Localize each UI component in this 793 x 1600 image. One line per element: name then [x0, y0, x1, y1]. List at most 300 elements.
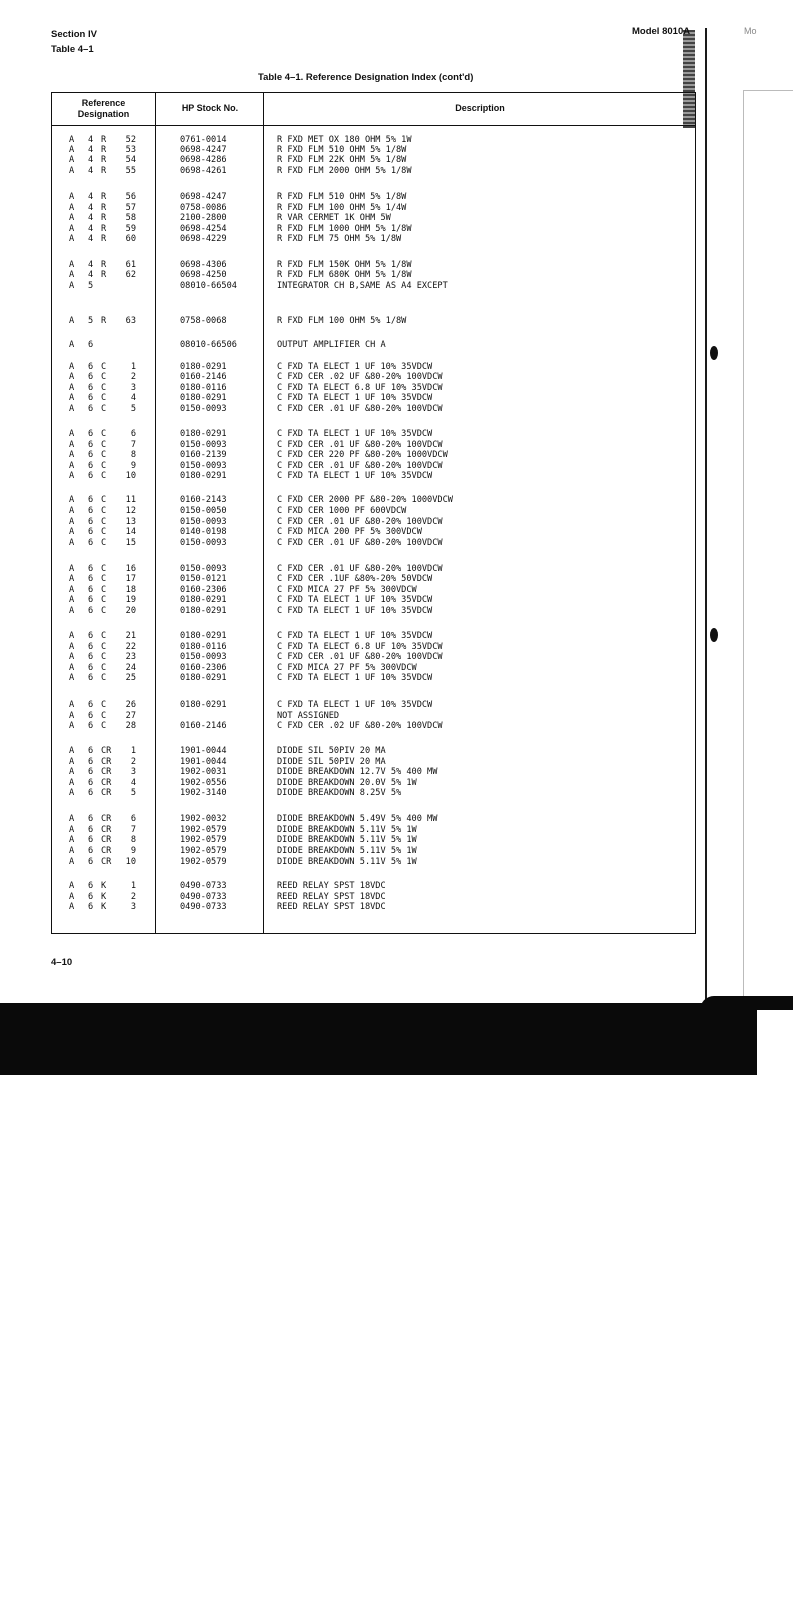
ref-assembly-cell: A [69, 145, 75, 155]
header-rule [51, 125, 696, 126]
description-cell: C FXD TA ELECT 1 UF 10% 35VDCW [277, 606, 433, 616]
ref-number-cell: 6 [88, 673, 94, 683]
page-number: 4–10 [51, 957, 73, 968]
ref-index-cell: 2 [130, 892, 136, 902]
stock-number-cell: 1901-0044 [180, 746, 227, 756]
ref-number-cell: 6 [88, 857, 94, 867]
table-label: Table 4–1 [51, 44, 94, 55]
ref-type-cell: R [101, 260, 107, 270]
description-cell: DIODE BREAKDOWN 5.11V 5% 1W [277, 846, 417, 856]
ref-assembly-cell: A [69, 155, 75, 165]
ref-index-cell: 20 [125, 606, 136, 616]
ref-assembly-cell: A [69, 517, 75, 527]
next-page-fragment: Mo [744, 26, 757, 36]
ref-number-cell: 6 [88, 506, 94, 516]
table-row [0, 788, 700, 798]
ref-assembly-cell: A [69, 495, 75, 505]
ref-type-cell: CR [101, 778, 112, 788]
ref-assembly-cell: A [69, 135, 75, 145]
table-row [0, 700, 700, 710]
stock-number-cell: 0160-2306 [180, 585, 227, 595]
ref-number-cell: 6 [88, 881, 94, 891]
table-row [0, 135, 700, 145]
stock-number-cell: 0180-0291 [180, 595, 227, 605]
ref-number-cell: 4 [88, 203, 94, 213]
table-row [0, 902, 700, 912]
stock-number-cell: 1902-0556 [180, 778, 227, 788]
description-cell: C FXD TA ELECT 6.8 UF 10% 35VDCW [277, 383, 443, 393]
ref-index-cell: 1 [130, 362, 136, 372]
ref-index-cell: 7 [130, 440, 136, 450]
table-row [0, 340, 700, 350]
description-cell: INTEGRATOR CH B,SAME AS A4 EXCEPT [277, 281, 448, 291]
ref-index-cell: 3 [130, 767, 136, 777]
ref-type-cell: C [101, 506, 107, 516]
stock-number-cell: 0180-0291 [180, 606, 227, 616]
ref-assembly-cell: A [69, 711, 75, 721]
model-label [632, 26, 690, 37]
ref-index-cell: 3 [130, 383, 136, 393]
table-row [0, 429, 700, 439]
description-cell: C FXD TA ELECT 1 UF 10% 35VDCW [277, 673, 433, 683]
ref-index-cell: 6 [130, 429, 136, 439]
ref-index-cell: 6 [130, 814, 136, 824]
ref-number-cell: 6 [88, 440, 94, 450]
ref-number-cell: 6 [88, 892, 94, 902]
stock-number-cell: 0180-0116 [180, 383, 227, 393]
ref-index-cell: 62 [125, 270, 136, 280]
ref-number-cell: 4 [88, 234, 94, 244]
ref-type-cell: K [101, 902, 107, 912]
ref-index-cell: 60 [125, 234, 136, 244]
table-row [0, 281, 700, 291]
ref-index-cell: 5 [130, 788, 136, 798]
stock-number-cell: 0490-0733 [180, 902, 227, 912]
table-row [0, 192, 700, 202]
ref-index-cell: 18 [125, 585, 136, 595]
ref-index-cell: 28 [125, 721, 136, 731]
ref-assembly-cell: A [69, 721, 75, 731]
ref-type-cell: C [101, 574, 107, 584]
description-cell: C FXD MICA 27 PF 5% 300VDCW [277, 663, 417, 673]
description-cell: C FXD CER .01 UF &80-20% 100VDCW [277, 538, 443, 548]
ref-assembly-cell: A [69, 778, 75, 788]
ref-number-cell: 6 [88, 585, 94, 595]
ref-assembly-cell: A [69, 440, 75, 450]
stock-number-cell: 1902-0031 [180, 767, 227, 777]
stock-number-cell: 1902-0579 [180, 846, 227, 856]
table-title: Table 4–1. Reference Designation Index (cont'd) [258, 72, 474, 83]
table-row [0, 213, 700, 223]
table-row [0, 673, 700, 683]
ref-assembly-cell: A [69, 281, 75, 291]
stock-number-cell: 0150-0093 [180, 461, 227, 471]
table-row [0, 145, 700, 155]
ref-type-cell: C [101, 527, 107, 537]
description-cell: R FXD FLM 510 OHM 5% 1/8W [277, 145, 407, 155]
ref-index-cell: 13 [125, 517, 136, 527]
ref-index-cell: 10 [125, 471, 136, 481]
description-cell: C FXD CER .01 UF &80-20% 100VDCW [277, 517, 443, 527]
ref-index-cell: 8 [130, 835, 136, 845]
ref-assembly-cell: A [69, 362, 75, 372]
stock-number-cell: 0698-4250 [180, 270, 227, 280]
description-cell: DIODE BREAKDOWN 5.11V 5% 1W [277, 835, 417, 845]
description-cell: C FXD CER .01 UF &80-20% 100VDCW [277, 440, 443, 450]
ref-index-cell: 19 [125, 595, 136, 605]
ref-assembly-cell: A [69, 642, 75, 652]
ref-type-cell: R [101, 224, 107, 234]
ref-assembly-cell: A [69, 316, 75, 326]
ref-type-cell: R [101, 234, 107, 244]
ref-number-cell: 6 [88, 825, 94, 835]
ref-index-cell: 61 [125, 260, 136, 270]
ref-type-cell: C [101, 429, 107, 439]
ref-number-cell: 6 [88, 471, 94, 481]
description-cell: C FXD TA ELECT 1 UF 10% 35VDCW [277, 595, 433, 605]
table-row [0, 767, 700, 777]
ref-number-cell: 5 [88, 316, 94, 326]
stock-number-cell: 0180-0291 [180, 673, 227, 683]
table-row [0, 404, 700, 414]
ref-index-cell: 54 [125, 155, 136, 165]
ref-index-cell: 27 [125, 711, 136, 721]
table-row [0, 224, 700, 234]
ref-index-cell: 4 [130, 778, 136, 788]
ref-number-cell: 6 [88, 574, 94, 584]
ref-type-cell: C [101, 663, 107, 673]
ref-type-cell: C [101, 404, 107, 414]
ref-number-cell: 6 [88, 700, 94, 710]
ref-type-cell: R [101, 166, 107, 176]
stock-number-cell: 0180-0291 [180, 393, 227, 403]
ref-type-cell: C [101, 450, 107, 460]
ref-index-cell: 7 [130, 825, 136, 835]
stock-number-cell: 0180-0291 [180, 362, 227, 372]
table-row [0, 362, 700, 372]
description-cell: R FXD FLM 1000 OHM 5% 1/8W [277, 224, 412, 234]
table-row [0, 746, 700, 756]
ref-type-cell: C [101, 564, 107, 574]
ref-assembly-cell: A [69, 166, 75, 176]
ref-type-cell: K [101, 892, 107, 902]
column-header-stock: HP Stock No. [181, 103, 239, 113]
ref-type-cell: C [101, 362, 107, 372]
stock-number-cell: 0150-0050 [180, 506, 227, 516]
ref-assembly-cell: A [69, 506, 75, 516]
stock-number-cell: 0698-4254 [180, 224, 227, 234]
section-label: Section IV [51, 29, 97, 40]
ref-assembly-cell: A [69, 203, 75, 213]
ref-type-cell: R [101, 213, 107, 223]
ref-assembly-cell: A [69, 757, 75, 767]
stock-number-cell: 0150-0093 [180, 564, 227, 574]
description-cell: C FXD CER .01 UF &80-20% 100VDCW [277, 461, 443, 471]
ref-number-cell: 5 [88, 281, 94, 291]
description-cell: DIODE BREAKDOWN 5.49V 5% 400 MW [277, 814, 438, 824]
model-number: 8010A [662, 26, 691, 37]
ref-number-cell: 6 [88, 527, 94, 537]
ref-number-cell: 6 [88, 835, 94, 845]
ref-number-cell: 6 [88, 393, 94, 403]
ref-assembly-cell: A [69, 892, 75, 902]
description-cell: DIODE SIL 50PIV 20 MA [277, 746, 386, 756]
ref-assembly-cell: A [69, 574, 75, 584]
table-row [0, 450, 700, 460]
ref-number-cell: 6 [88, 429, 94, 439]
description-cell: C FXD MICA 27 PF 5% 300VDCW [277, 585, 417, 595]
table-row [0, 155, 700, 165]
ref-index-cell: 58 [125, 213, 136, 223]
description-cell: R FXD FLM 75 OHM 5% 1/8W [277, 234, 402, 244]
stock-number-cell: 0160-2146 [180, 721, 227, 731]
stock-number-cell: 0160-2306 [180, 663, 227, 673]
ref-number-cell: 6 [88, 404, 94, 414]
stock-number-cell: 0160-2139 [180, 450, 227, 460]
description-cell: REED RELAY SPST 18VDC [277, 892, 386, 902]
binding-notch [710, 628, 718, 642]
ref-assembly-cell: A [69, 260, 75, 270]
description-cell: DIODE BREAKDOWN 5.11V 5% 1W [277, 825, 417, 835]
ref-index-cell: 3 [130, 902, 136, 912]
ref-assembly-cell: A [69, 372, 75, 382]
ref-number-cell: 4 [88, 224, 94, 234]
ref-assembly-cell: A [69, 224, 75, 234]
ref-type-cell: CR [101, 746, 112, 756]
ref-number-cell: 6 [88, 767, 94, 777]
ref-number-cell: 6 [88, 652, 94, 662]
table-row [0, 757, 700, 767]
ref-assembly-cell: A [69, 527, 75, 537]
description-cell: R FXD FLM 150K OHM 5% 1/8W [277, 260, 412, 270]
ref-assembly-cell: A [69, 213, 75, 223]
ref-index-cell: 17 [125, 574, 136, 584]
ref-type-cell: C [101, 595, 107, 605]
ref-assembly-cell: A [69, 857, 75, 867]
stock-number-cell: 0490-0733 [180, 881, 227, 891]
description-cell: C FXD CER .02 UF &80-20% 100VDCW [277, 721, 443, 731]
ref-number-cell: 6 [88, 902, 94, 912]
description-cell: C FXD TA ELECT 1 UF 10% 35VDCW [277, 362, 433, 372]
table-row [0, 383, 700, 393]
ref-assembly-cell: A [69, 673, 75, 683]
table-row [0, 642, 700, 652]
ref-type-cell: CR [101, 814, 112, 824]
ref-index-cell: 52 [125, 135, 136, 145]
stock-number-cell: 0150-0093 [180, 538, 227, 548]
description-cell: DIODE BREAKDOWN 12.7V 5% 400 MW [277, 767, 438, 777]
description-cell: C FXD CER 1000 PF 600VDCW [277, 506, 407, 516]
ref-number-cell: 6 [88, 517, 94, 527]
ref-index-cell: 1 [130, 881, 136, 891]
table-row [0, 393, 700, 403]
table-row [0, 631, 700, 641]
ref-assembly-cell: A [69, 652, 75, 662]
ref-assembly-cell: A [69, 595, 75, 605]
description-cell: C FXD CER .01 UF &80-20% 100VDCW [277, 652, 443, 662]
ref-assembly-cell: A [69, 471, 75, 481]
table-row [0, 721, 700, 731]
ref-type-cell: C [101, 440, 107, 450]
stock-number-cell: 0160-2146 [180, 372, 227, 382]
stock-number-cell: 0698-4247 [180, 145, 227, 155]
ref-assembly-cell: A [69, 461, 75, 471]
ref-assembly-cell: A [69, 700, 75, 710]
description-cell: R FXD FLM 510 OHM 5% 1/8W [277, 192, 407, 202]
ref-index-cell: 53 [125, 145, 136, 155]
ref-type-cell: C [101, 538, 107, 548]
ref-type-cell: C [101, 585, 107, 595]
ref-assembly-cell: A [69, 383, 75, 393]
ref-index-cell: 4 [130, 393, 136, 403]
ref-index-cell: 24 [125, 663, 136, 673]
description-cell: R FXD FLM 22K OHM 5% 1/8W [277, 155, 407, 165]
table-row [0, 527, 700, 537]
description-cell: C FXD TA ELECT 1 UF 10% 35VDCW [277, 471, 433, 481]
table-row [0, 517, 700, 527]
stock-number-cell: 1902-0579 [180, 835, 227, 845]
ref-type-cell: CR [101, 757, 112, 767]
ref-index-cell: 56 [125, 192, 136, 202]
ref-assembly-cell: A [69, 270, 75, 280]
table-row [0, 471, 700, 481]
ref-number-cell: 6 [88, 757, 94, 767]
ref-number-cell: 4 [88, 270, 94, 280]
ref-type-cell: CR [101, 857, 112, 867]
ref-index-cell: 55 [125, 166, 136, 176]
stock-number-cell: 0758-0086 [180, 203, 227, 213]
table-row [0, 574, 700, 584]
description-cell: R FXD FLM 2000 OHM 5% 1/8W [277, 166, 412, 176]
description-cell: NOT ASSIGNED [277, 711, 340, 721]
ref-index-cell: 57 [125, 203, 136, 213]
column-header-reference-line1: Reference [81, 98, 126, 108]
ref-number-cell: 6 [88, 746, 94, 756]
binding-notch [710, 346, 718, 360]
stock-number-cell: 0150-0093 [180, 517, 227, 527]
stock-number-cell: 0140-0198 [180, 527, 227, 537]
ref-index-cell: 26 [125, 700, 136, 710]
description-cell: C FXD TA ELECT 1 UF 10% 35VDCW [277, 700, 433, 710]
table-row [0, 778, 700, 788]
ref-assembly-cell: A [69, 429, 75, 439]
table-row [0, 461, 700, 471]
ref-index-cell: 15 [125, 538, 136, 548]
ref-index-cell: 9 [130, 461, 136, 471]
table-row [0, 564, 700, 574]
description-cell: C FXD CER .01 UF &80-20% 100VDCW [277, 564, 443, 574]
ref-type-cell: R [101, 316, 107, 326]
table-row [0, 606, 700, 616]
ref-number-cell: 6 [88, 372, 94, 382]
ref-number-cell: 4 [88, 166, 94, 176]
ref-assembly-cell: A [69, 835, 75, 845]
stock-number-cell: 0698-4306 [180, 260, 227, 270]
description-cell: DIODE BREAKDOWN 5.11V 5% 1W [277, 857, 417, 867]
stock-number-cell: 0698-4229 [180, 234, 227, 244]
ref-assembly-cell: A [69, 846, 75, 856]
table-row [0, 825, 700, 835]
ref-number-cell: 6 [88, 606, 94, 616]
column-header-reference [52, 98, 155, 120]
ref-type-cell: C [101, 471, 107, 481]
table-row [0, 652, 700, 662]
ref-index-cell: 22 [125, 642, 136, 652]
ref-assembly-cell: A [69, 450, 75, 460]
table-row [0, 316, 700, 326]
stock-number-cell: 1902-0032 [180, 814, 227, 824]
table-row [0, 166, 700, 176]
ref-type-cell: CR [101, 788, 112, 798]
table-row [0, 814, 700, 824]
ref-type-cell: C [101, 461, 107, 471]
ref-type-cell: R [101, 145, 107, 155]
description-cell: C FXD MICA 200 PF 5% 300VDCW [277, 527, 422, 537]
ref-number-cell: 6 [88, 788, 94, 798]
stock-number-cell: 0758-0068 [180, 316, 227, 326]
ref-index-cell: 23 [125, 652, 136, 662]
ref-assembly-cell: A [69, 606, 75, 616]
ref-assembly-cell: A [69, 538, 75, 548]
table-row [0, 881, 700, 891]
stock-number-cell: 08010-66504 [180, 281, 237, 291]
ref-type-cell: C [101, 652, 107, 662]
ref-type-cell: C [101, 721, 107, 731]
ref-type-cell: C [101, 495, 107, 505]
ref-number-cell: 6 [88, 814, 94, 824]
ref-index-cell: 2 [130, 757, 136, 767]
description-cell: R FXD FLM 100 OHM 5% 1/4W [277, 203, 407, 213]
stock-number-cell: 0180-0291 [180, 429, 227, 439]
ref-type-cell: CR [101, 835, 112, 845]
ref-type-cell: C [101, 372, 107, 382]
ref-assembly-cell: A [69, 393, 75, 403]
stock-number-cell: 0490-0733 [180, 892, 227, 902]
stock-number-cell: 1902-0579 [180, 857, 227, 867]
ref-assembly-cell: A [69, 902, 75, 912]
stock-number-cell: 0761-0014 [180, 135, 227, 145]
ref-assembly-cell: A [69, 631, 75, 641]
ref-index-cell: 8 [130, 450, 136, 460]
table-row [0, 270, 700, 280]
ref-number-cell: 4 [88, 135, 94, 145]
ref-assembly-cell: A [69, 585, 75, 595]
description-cell: C FXD CER 2000 PF &80-20% 1000VDCW [277, 495, 453, 505]
stock-number-cell: 1902-3140 [180, 788, 227, 798]
stock-number-cell: 0698-4286 [180, 155, 227, 165]
ref-type-cell: R [101, 203, 107, 213]
description-cell: OUTPUT AMPLIFIER CH A [277, 340, 386, 350]
ref-index-cell: 14 [125, 527, 136, 537]
ref-number-cell: 4 [88, 145, 94, 155]
ref-type-cell: R [101, 135, 107, 145]
table-row [0, 835, 700, 845]
description-cell: C FXD TA ELECT 1 UF 10% 35VDCW [277, 429, 433, 439]
ref-number-cell: 4 [88, 260, 94, 270]
ref-index-cell: 25 [125, 673, 136, 683]
ref-assembly-cell: A [69, 788, 75, 798]
stock-number-cell: 0150-0121 [180, 574, 227, 584]
ref-assembly-cell: A [69, 340, 75, 350]
table-row [0, 495, 700, 505]
stock-number-cell: 1901-0044 [180, 757, 227, 767]
ref-assembly-cell: A [69, 767, 75, 777]
ref-type-cell: C [101, 700, 107, 710]
ref-number-cell: 6 [88, 564, 94, 574]
ref-type-cell: C [101, 383, 107, 393]
stock-number-cell: 0698-4247 [180, 192, 227, 202]
table-row [0, 595, 700, 605]
